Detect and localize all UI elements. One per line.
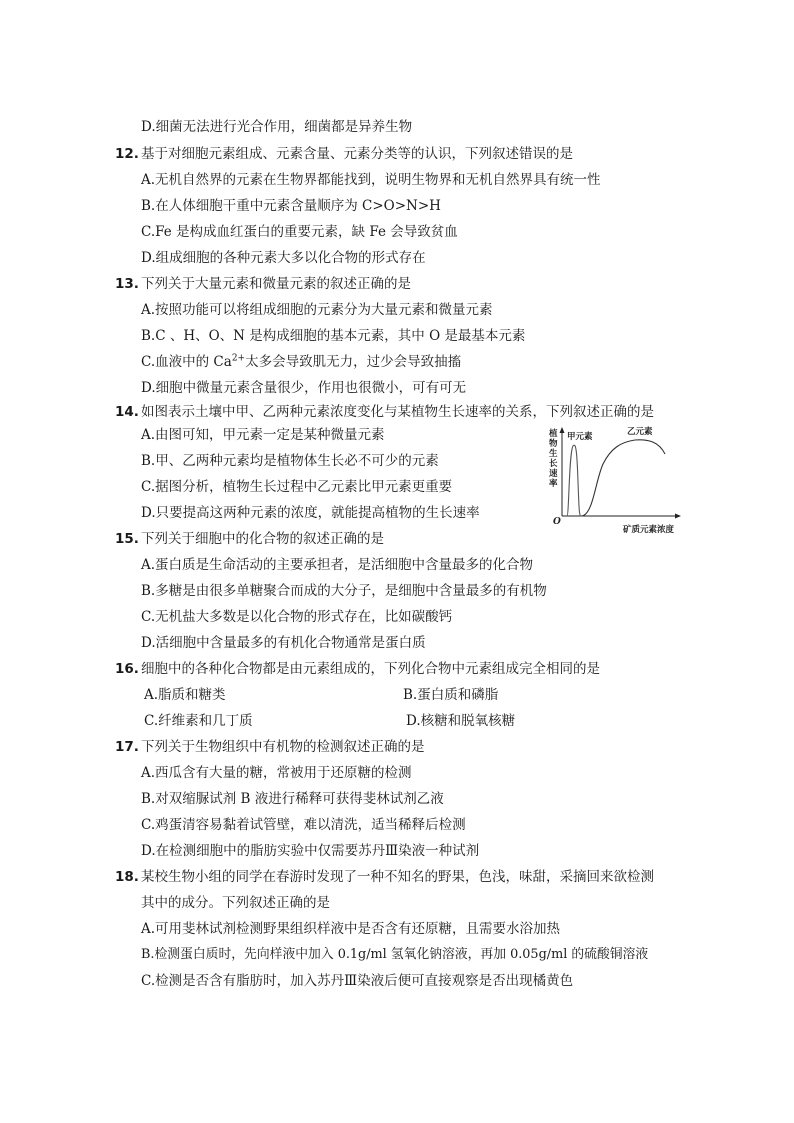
q17-option-d: D.在检测细胞中的脂肪实验中仅需要苏丹Ⅲ染液一种试剂 xyxy=(141,843,480,859)
q13-option-a: A.按照功能可以将组成细胞的元素分为大量元素和微量元素 xyxy=(141,302,493,318)
q12-stem: 基于对细胞元素组成、元素含量、元素分类等的认识，下列叙述错误的是 xyxy=(141,146,573,162)
q16-option-a: A.脂质和糖类 xyxy=(144,687,226,703)
y-axis-label xyxy=(548,428,560,489)
q18-option-a: A.可用斐林试剂检测野果组织样液中是否含有还原糖，且需要水浴加热 xyxy=(141,921,561,937)
q13-number: 13. xyxy=(115,276,139,292)
q15-option-d: D.活细胞中含量最多的有机化合物通常是蛋白质 xyxy=(141,635,426,651)
q13-option-b: B.C 、H、O、N 是构成细胞的基本元素，其中 O 是最基本元素 xyxy=(141,328,526,344)
y-label-char: 长 xyxy=(549,459,558,469)
y-label-char: 率 xyxy=(549,479,558,489)
curve-element-a xyxy=(567,445,581,516)
q16-option-d: D.核糖和脱氧核糖 xyxy=(406,713,516,729)
x-axis-label: 矿质元素浓度 xyxy=(623,525,675,534)
q14-option-d: D.只要提高这两种元素的浓度，就能提高植物的生长速率 xyxy=(141,505,480,521)
q13-option-c-superscript: 2+ xyxy=(231,353,246,364)
curve-b-label: 乙元素 xyxy=(627,427,653,437)
q15-option-b: B.多糖是由很多单糖聚合而成的大分子，是细胞中含量最多的有机物 xyxy=(141,583,547,599)
q16-option-c: C.纤维素和几丁质 xyxy=(144,713,253,729)
q14-option-b: B.甲、乙两种元素均是植物体生长必不可少的元素 xyxy=(141,453,439,469)
q15-option-a: A.蛋白质是生命活动的主要承担者，是活细胞中含量最多的化合物 xyxy=(141,557,534,573)
q14-option-c: C.据图分析，植物生长过程中乙元素比甲元素更重要 xyxy=(141,479,453,495)
q14-option-a: A.由图可知，甲元素一定是某种微量元素 xyxy=(141,427,385,443)
q17-option-b: B.对双缩脲试剂 B 液进行稀释可获得斐林试剂乙液 xyxy=(141,791,444,807)
q12-option-b: B.在人体细胞干重中元素含量顺序为 C>O>N>H xyxy=(141,198,441,214)
q16-stem: 细胞中的各种化合物都是由元素组成的，下列化合物中元素组成完全相同的是 xyxy=(141,661,600,677)
y-label-char: 生 xyxy=(549,449,558,459)
q13-option-c-pre: C.血液中的 Ca xyxy=(141,354,232,370)
q11-option-d: D.细菌无法进行光合作用，细菌都是异养生物 xyxy=(141,119,413,135)
q13-option-c xyxy=(141,353,461,371)
y-label-char: 植 xyxy=(549,429,558,439)
q12-option-c: C.Fe 是构成血红蛋白的重要元素，缺 Fe 会导致贫血 xyxy=(141,224,458,240)
q17-stem: 下列关于生物组织中有机物的检测叙述正确的是 xyxy=(141,739,425,755)
q12-option-d: D.组成细胞的各种元素大多以化合物的形式存在 xyxy=(141,250,426,266)
x-axis-arrow xyxy=(675,514,681,519)
q14-stem: 如图表示土壤中甲、乙两种元素浓度变化与某植物生长速率的关系，下列叙述正确的是 xyxy=(141,404,654,420)
q18-option-c: C.检测是否含有脂肪时，加入苏丹Ⅲ染液后便可直接观察是否出现橘黄色 xyxy=(141,973,574,989)
q17-option-a: A.西瓜含有大量的糖，常被用于还原糖的检测 xyxy=(141,765,412,781)
q18-stem-line2: 其中的成分。下列叙述正确的是 xyxy=(141,895,330,911)
q14-number: 14. xyxy=(115,404,139,420)
y-label-char: 速 xyxy=(549,469,558,479)
q18-stem-line1: 某校生物小组的同学在春游时发现了一种不知名的野果，色浅，味甜，采摘回来欲检测 xyxy=(141,869,654,885)
q18-option-b: B.检测蛋白质时，先向样液中加入 0.1g/ml 氢氧化钠溶液，再加 0.05g/ml 的硫酸铜溶液 xyxy=(141,947,649,962)
q14-figure xyxy=(545,422,685,534)
y-label-char: 物 xyxy=(549,439,558,449)
curve-element-b xyxy=(581,440,665,516)
q15-number: 15. xyxy=(115,531,139,547)
q16-number: 16. xyxy=(115,661,139,677)
q13-option-c-post: 太多会导致肌无力，过少会导致抽搐 xyxy=(245,354,462,370)
q18-number: 18. xyxy=(115,869,139,885)
q15-option-c: C.无机盐大多数是以化合物的形式存在，比如碳酸钙 xyxy=(141,609,453,625)
q17-option-c: C.鸡蛋清容易黏着试管壁，难以清洗，适当稀释后检测 xyxy=(141,817,466,833)
q12-option-a: A.无机自然界的元素在生物界都能找到，说明生物界和无机自然界具有统一性 xyxy=(141,172,601,188)
q13-stem: 下列关于大量元素和微量元素的叙述正确的是 xyxy=(141,276,411,292)
q16-option-b: B.蛋白质和磷脂 xyxy=(403,687,499,703)
growth-rate-graph xyxy=(545,422,685,534)
curve-a-label: 甲元素 xyxy=(567,432,593,442)
q12-number: 12. xyxy=(115,146,139,162)
q17-number: 17. xyxy=(115,739,139,755)
origin-label: O xyxy=(553,517,561,527)
q15-stem: 下列关于细胞中的化合物的叙述正确的是 xyxy=(141,531,384,547)
q13-option-d: D.细胞中微量元素含量很少，作用也很微小，可有可无 xyxy=(141,380,467,396)
